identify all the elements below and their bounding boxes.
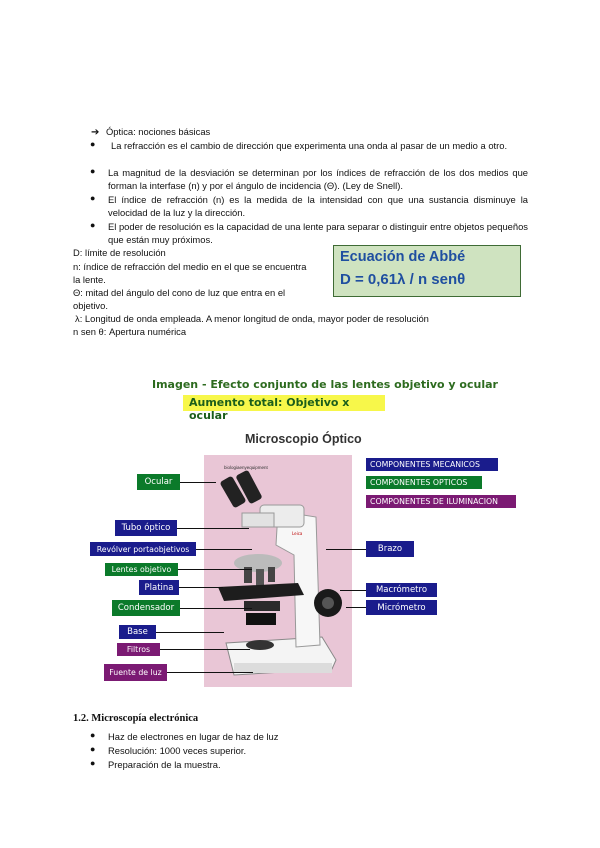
pointer-brazo	[326, 549, 366, 550]
definition-numerical-aperture: n sen θ: Apertura numérica	[73, 326, 187, 337]
abbe-title: Ecuación de Abbé	[340, 249, 466, 265]
label-platina: Platina	[139, 580, 179, 595]
label-lentes-objetivo: Lentes objetivo	[105, 563, 178, 576]
pointer-micrometro	[346, 607, 366, 608]
definition-theta-cont: objetivo.	[73, 300, 108, 311]
abbe-equation-box	[333, 245, 521, 297]
figure-highlight	[183, 395, 385, 422]
definition-n-cont: la lente.	[73, 274, 106, 285]
right-arrow-icon: ➔	[91, 127, 100, 138]
abbe-formula: D = 0,61λ / n senθ	[340, 271, 466, 288]
pointer-ocular	[180, 482, 216, 483]
pointer-tubo	[177, 528, 249, 529]
label-tubo-optico: Tubo óptico	[115, 520, 177, 536]
bullet-dot-icon: ●	[90, 139, 96, 149]
pointer-lentes	[178, 569, 252, 570]
definition-d: D: límite de resolución	[73, 247, 166, 258]
pointer-condensador	[180, 608, 252, 609]
figure-caption: Imagen - Efecto conjunto de las lentes objetivo y ocular	[152, 378, 498, 391]
list-item: La magnitud de la desviación se determinan por los índices de refracción de los dos medios que forman la interfase (n) y por el ángulo de incidencia (Θ). (Ley de Snell).	[108, 167, 528, 191]
legend-item-iluminacion: COMPONENTES DE ILUMINACION	[366, 495, 516, 508]
bullet-dot-icon: ●	[90, 758, 96, 768]
pointer-platina	[179, 587, 223, 588]
section-heading-microscopia-electronica: 1.2. Microscopía electrónica	[73, 713, 199, 724]
legend-item-opticos: COMPONENTES OPTICOS	[366, 476, 482, 489]
label-micrometro: Micrómetro	[366, 600, 437, 615]
label-base: Base	[119, 625, 156, 639]
label-filtros: Filtros	[117, 643, 160, 656]
legend-item-mecanicos: COMPONENTES MECANICOS	[366, 458, 498, 471]
bullet-dot-icon: ●	[90, 744, 96, 754]
definition-lambda: λ: Longitud de onda empleada. A menor longitud de onda, mayor poder de resolución	[75, 313, 429, 324]
list-item: El poder de resolución es la capacidad de una lente para separar o distinguir entre objetos pequeños que están muy próximos.	[108, 221, 528, 245]
list-item: Preparación de la muestra.	[108, 759, 221, 770]
list-item: La refracción es el cambio de dirección que experimenta una onda al pasar de un medio a otro.	[111, 140, 508, 151]
bullet-dot-icon: ●	[90, 730, 96, 740]
label-ocular: Ocular	[137, 474, 180, 490]
list-item: El índice de refracción (n) es la medida de la intensidad con que una sustancia disminuye la velocidad de la luz y la dirección.	[108, 194, 528, 218]
microscope-image	[204, 455, 352, 687]
definition-theta: Θ: mitad del ángulo del cono de luz que entra en el	[73, 287, 286, 298]
definition-n: n: índice de refracción del medio en el que se encuentra	[73, 261, 307, 272]
heading-text: Óptica: nociones básicas	[106, 126, 211, 137]
microscope-icon	[204, 455, 352, 687]
label-condensador: Condensador	[112, 600, 180, 616]
figure-subcaption: Aumento total: Objetivo x ocular	[189, 396, 350, 422]
list-item: Haz de electrones en lugar de haz de luz	[108, 731, 279, 742]
pointer-macrometro	[340, 590, 366, 591]
pointer-revolver	[196, 549, 252, 550]
pointer-filtros	[160, 649, 250, 650]
label-macrometro: Macrómetro	[366, 583, 437, 597]
list-item: Resolución: 1000 veces superior.	[108, 745, 247, 756]
label-fuente-de-luz: Fuente de luz	[104, 664, 167, 681]
label-revolver: Revólver portaobjetivos	[90, 542, 196, 556]
pointer-fuente	[167, 672, 253, 673]
label-brazo: Brazo	[366, 541, 414, 557]
bullet-dot-icon: ●	[90, 166, 96, 176]
image-watermark: biologiaenyequipment	[224, 465, 268, 470]
figure-title: Microscopio Óptico	[245, 432, 362, 446]
svg-text:Leica: Leica	[292, 531, 303, 536]
pointer-base	[156, 632, 224, 633]
section-heading-optica	[91, 126, 210, 138]
bullet-dot-icon: ●	[90, 220, 96, 230]
bullet-dot-icon: ●	[90, 193, 96, 203]
